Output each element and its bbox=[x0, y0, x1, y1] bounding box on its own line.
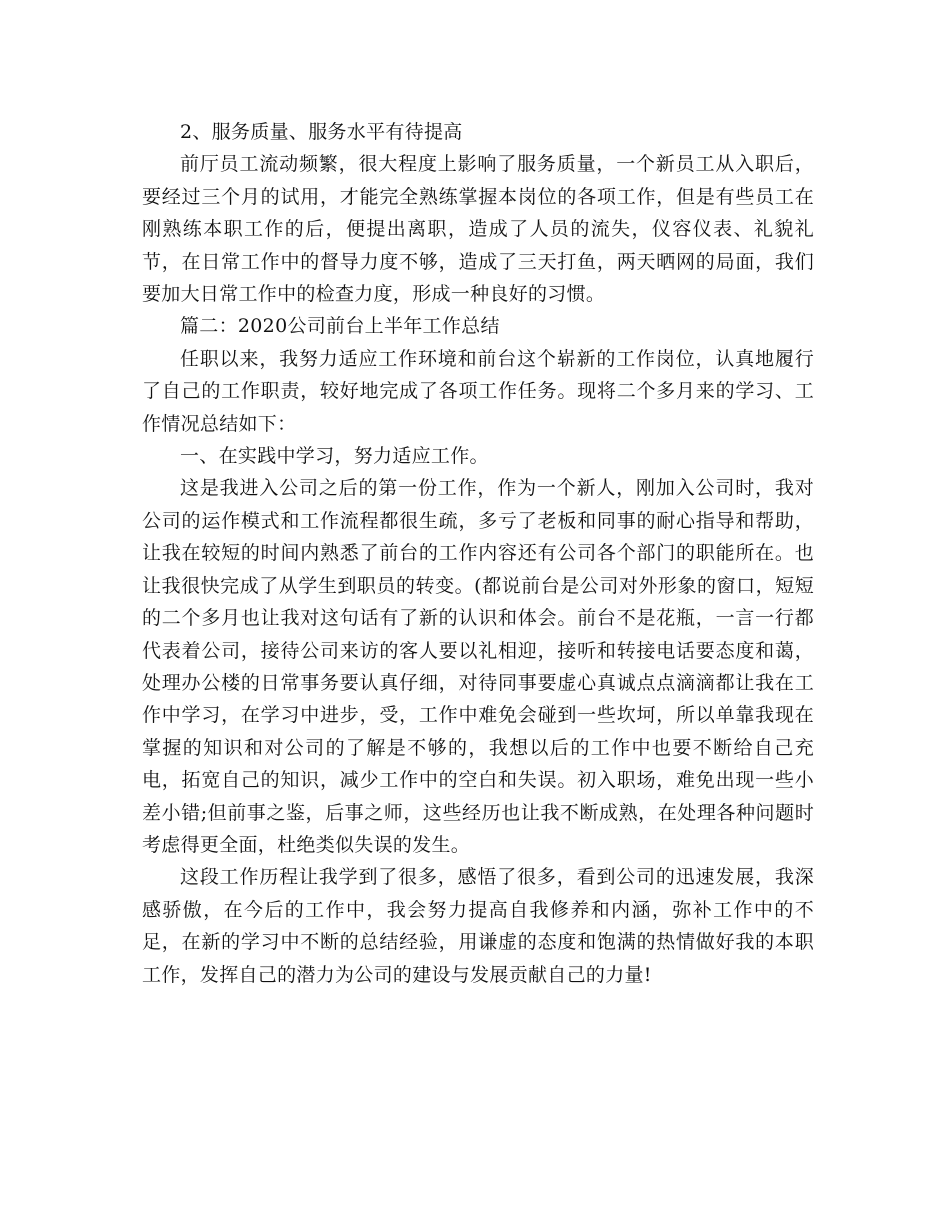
document-body bbox=[142, 116, 814, 991]
article-title-part-two: 篇二：2020公司前台上半年工作总结 bbox=[180, 315, 500, 338]
paragraph-first-job-experience: 这是我进入公司之后的第一份工作，作为一个新人，刚加入公司时，我对公司的运作模式和工作流程都很生疏，多亏了老板和同事的耐心指导和帮助，让我在较短的时间内熟悉了前台的工作内容还有公司各个部门的职能所在。也让我很快完成了从学生到职员的转变。(都说前台是公司对外形象的窗口，短短的二个多月也让我对这句话有了新的认识和体会。前台不是花瓶，一言一行都代表着公司，接待公司来访的客人要以礼相迎，接听和转接电话要态度和蔼，处理办公楼的日常事务要认真仔细，对待同事要虚心真诚点点滴滴都让我在工作中学习，在学习中进步，受，工作中难免会碰到一些坎坷，所以单靠我现在掌握的知识和对公司的了解是不够的，我想以后的工作中也要不断给自己充电，拓宽自己的知识，减少工作中的空白和失误。初入职场，难免出现一些小差小错;但前事之鉴，后事之师，这些经历也让我不断成熟，在处理各种问题时考虑得更全面，杜绝类似失误的发生。 bbox=[142, 477, 814, 856]
section-heading-learning-in-practice: 一、在实践中学习，努力适应工作。 bbox=[180, 445, 489, 468]
section-heading-service-quality: 2、服务质量、服务水平有待提高 bbox=[180, 121, 463, 143]
paragraph-introduction: 任职以来，我努力适应工作环境和前台这个崭新的工作岗位，认真地履行了自己的工作职责，较好地完成了各项工作任务。现将二个多月来的学习、工作情况总结如下： bbox=[142, 347, 814, 435]
paragraph-front-desk-turnover: 前厅员工流动频繁，很大程度上影响了服务质量，一个新员工从入职后，要经过三个月的试用，才能完全熟练掌握本岗位的各项工作，但是有些员工在刚熟练本职工作的后，便提出离职，造成了人员的流失，仪容仪表、礼貌礼节，在日常工作中的督导力度不够，造成了三天打鱼，两天晒网的局面，我们要加大日常工作中的检查力度，形成一种良好的习惯。 bbox=[142, 153, 814, 306]
paragraph-conclusion: 这段工作历程让我学到了很多，感悟了很多，看到公司的迅速发展，我深感骄傲，在今后的工作中，我会努力提高自我修养和内涵，弥补工作中的不足，在新的学习中不断的总结经验，用谦虚的态度和饱满的热情做好我的本职工作，发挥自己的潜力为公司的建设与发展贡献自己的力量! bbox=[142, 866, 814, 986]
